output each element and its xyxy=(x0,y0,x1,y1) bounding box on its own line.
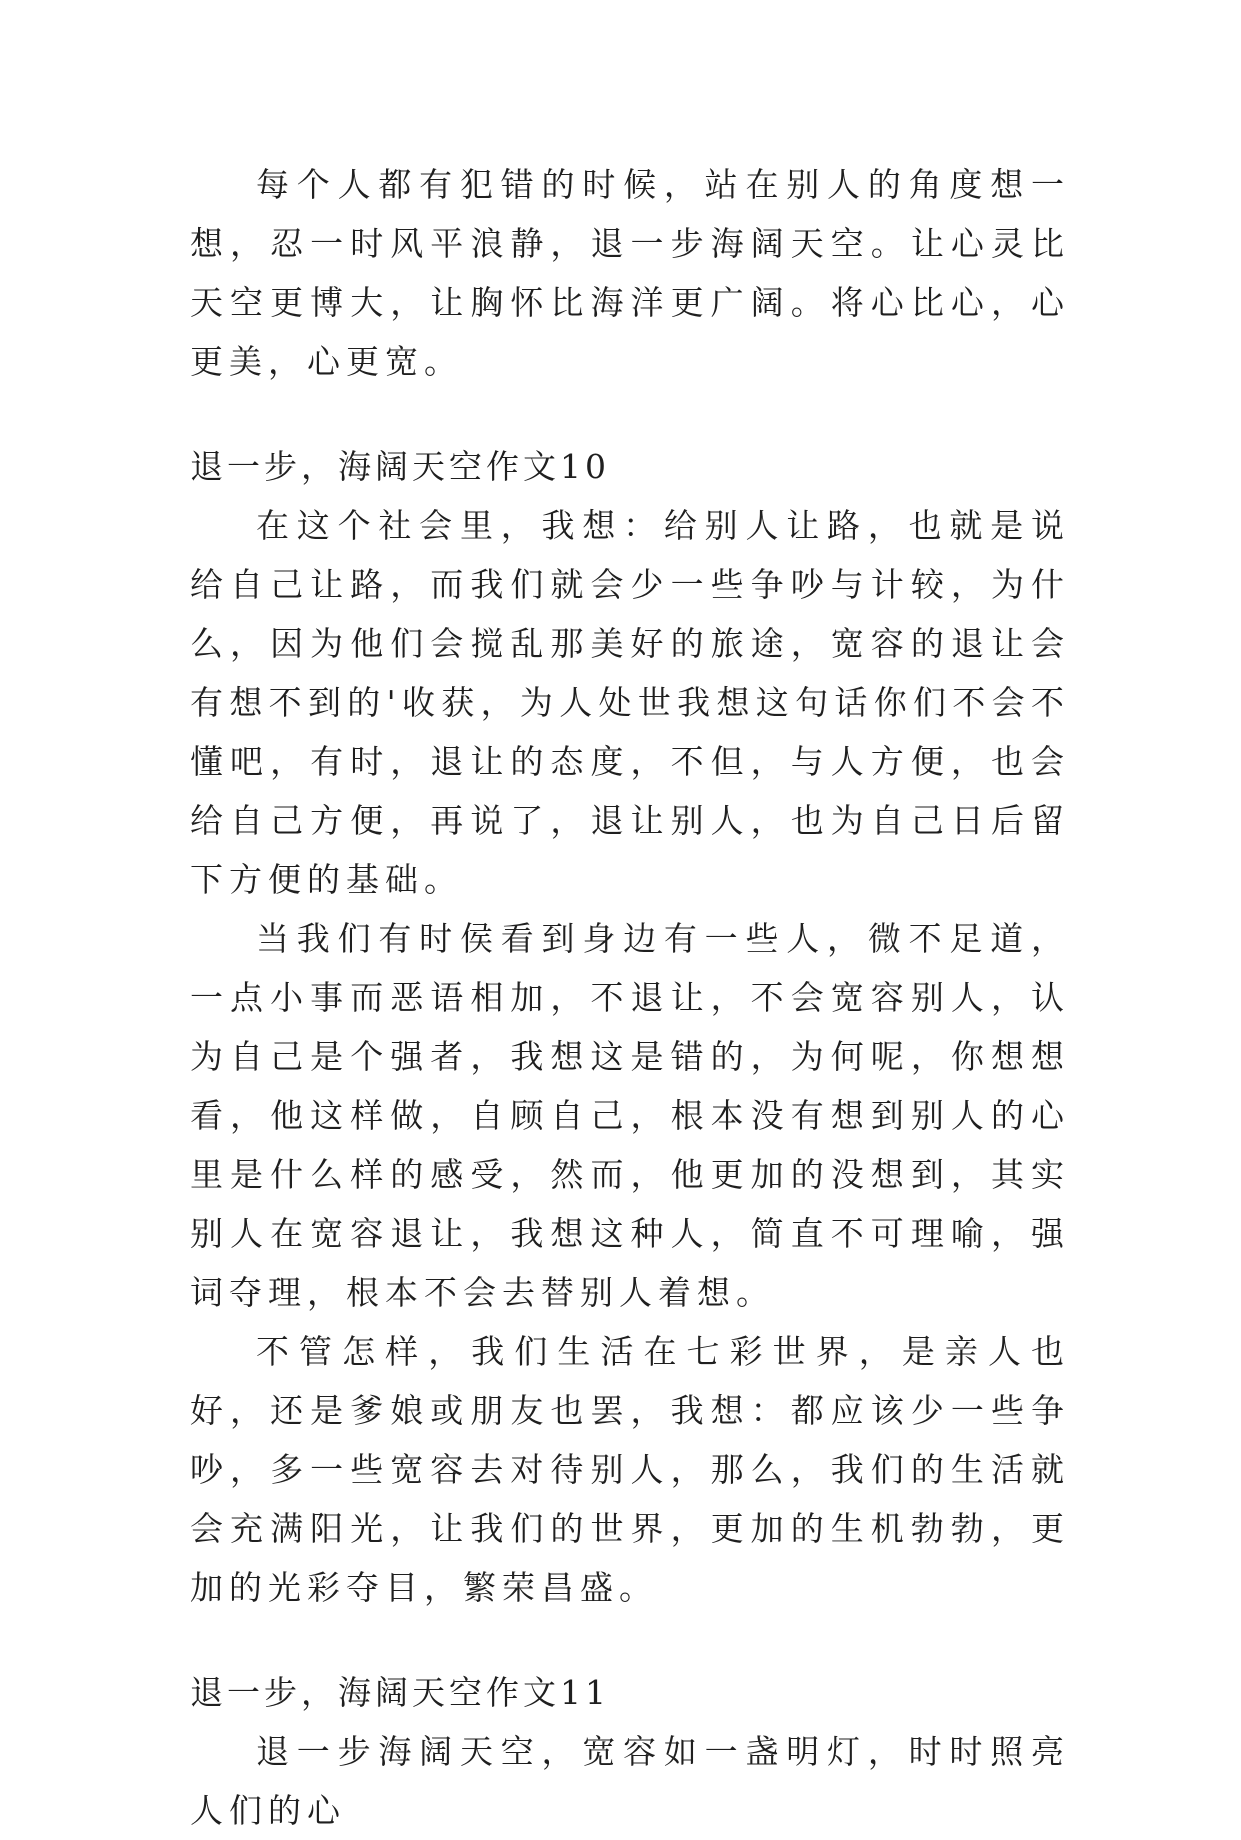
section-heading: 退一步，海阔天空作文11 xyxy=(190,1673,610,1712)
paragraph: 退一步海阔天空，宽容如一盏明灯，时时照亮人们的心 xyxy=(190,1732,1070,1830)
document-body xyxy=(190,155,1070,1840)
paragraph: 在这个社会里，我想：给别人让路，也就是说给自己让路，而我们就会少一些争吵与计较，为什么，因为他们会搅乱那美好的旅途，宽容的退让会有想不到的'收获，为人处世我想这句话你们不会不懂吧，有时，退让的态度，不但，与人方便，也会给自己方便，再说了，退让别人，也为自己日后留下方便的基础。 xyxy=(190,506,1070,899)
paragraph: 当我们有时侯看到身边有一些人，微不足道，一点小事而恶语相加，不退让，不会宽容别人，认为自己是个强者，我想这是错的，为何呢，你想想看，他这样做，自顾自己，根本没有想到别人的心里是什么样的感受，然而，他更加的没想到，其实别人在宽容退让，我想这种人，简直不可理喻，强词夺理，根本不会去替别人着想。 xyxy=(190,919,1070,1312)
paragraph: 不管怎样，我们生活在七彩世界，是亲人也好，还是爹娘或朋友也罢，我想：都应该少一些争吵，多一些宽容去对待别人，那么，我们的生活就会充满阳光，让我们的世界，更加的生机勃勃，更加的光彩夺目，繁荣昌盛。 xyxy=(190,1332,1070,1607)
section-heading: 退一步，海阔天空作文10 xyxy=(190,447,610,486)
paragraph: 每个人都有犯错的时候，站在别人的角度想一想，忍一时风平浪静，退一步海阔天空。让心灵比天空更博大，让胸怀比海洋更广阔。将心比心，心更美，心更宽。 xyxy=(190,165,1070,381)
section-spacer xyxy=(190,1617,1070,1663)
section-spacer xyxy=(190,391,1070,437)
